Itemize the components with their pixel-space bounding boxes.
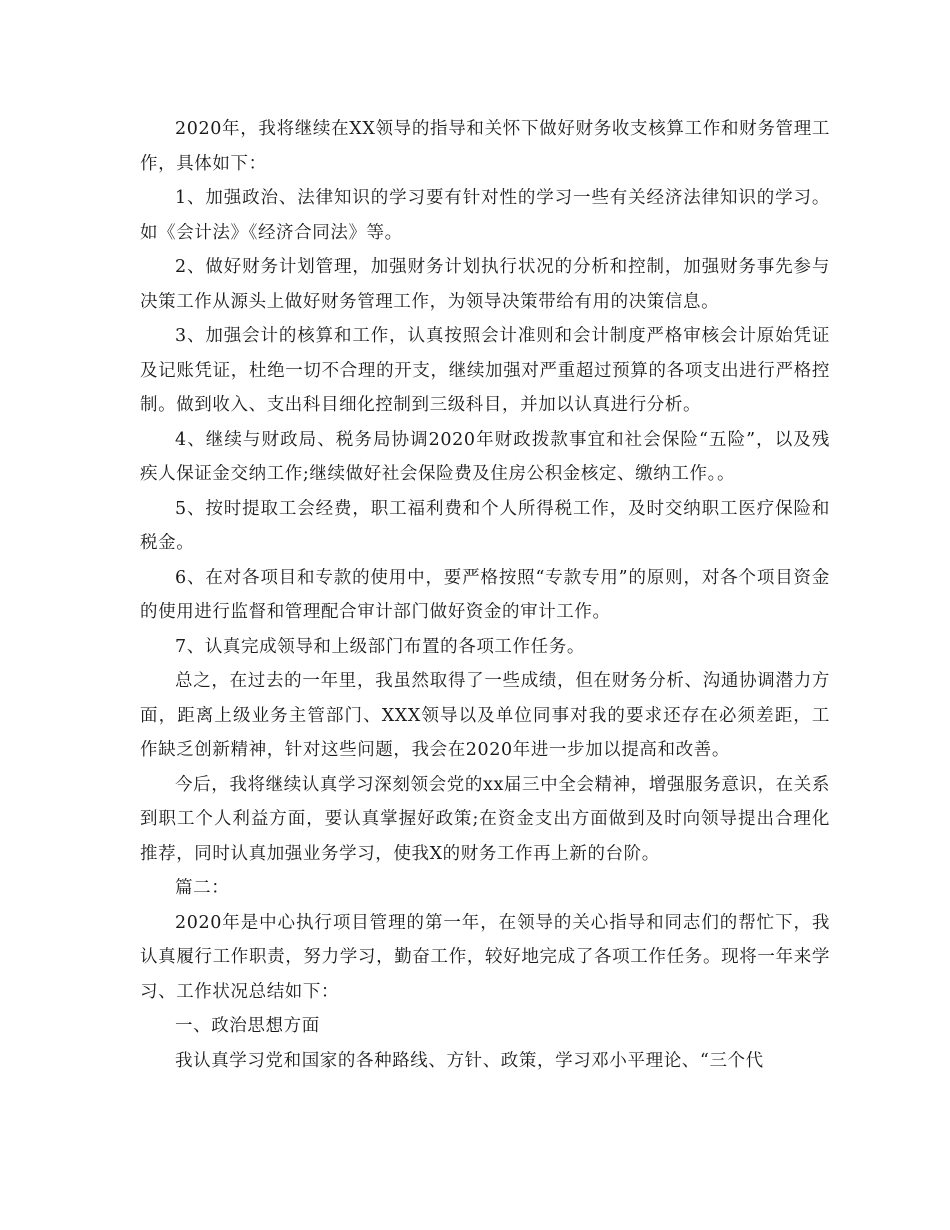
paragraph-politics: 我认真学习党和国家的各种路线、方针、政策，学习邓小平理论、“三个代: [175, 1050, 764, 1071]
paragraph-part-two-intro: 2020年是中心执行项目管理的第一年，在领导的关心指导和同志们的帮忙下，我认真履行工作职责，努力学习，勤奋工作，较好地完成了各项工作任务。现将一年来学习、工作状况总结如下：: [140, 912, 830, 1002]
paragraph-intro: 2020年，我将继续在XX领导的指导和关怀下做好财务收支核算工作和财务管理工作，具体如下：: [140, 119, 830, 174]
paragraph-item-6: 6、在对各项目和专款的使用中，要严格按照“专款专用”的原则，对各个项目资金的使用进行监督和管理配合审计部门做好资金的审计工作。: [140, 567, 830, 622]
paragraph-item-2: 2、做好财务计划管理，加强财务计划执行状况的分析和控制，加强财务事先参与决策工作从源头上做好财务管理工作，为领导决策带给有用的决策信息。: [140, 257, 830, 312]
paragraph-item-5: 5、按时提取工会经费，职工福利费和个人所得税工作，及时交纳职工医疗保险和税金。: [140, 498, 830, 553]
section-heading-politics: 一、政治思想方面: [175, 1016, 320, 1036]
paragraph-item-7: 7、认真完成领导和上级部门布置的各项工作任务。: [175, 636, 585, 657]
paragraph-item-1: 1、加强政治、法律知识的学习要有针对性的学习一些有关经济法律知识的学习。如《会计法》《经济合同法》等。: [140, 188, 830, 243]
document-body: [140, 112, 830, 1078]
section-heading-part-two: 篇二：: [175, 878, 230, 898]
paragraph-future: 今后，我将继续认真学习深刻领会党的xx届三中全会精神，增强服务意识，在关系到职工个人利益方面，要认真掌握好政策;在资金支出方面做到及时向领导提出合理化推荐，同时认真加强业务学习，使我X的财务工作再上新的台阶。: [140, 774, 830, 864]
paragraph-item-4: 4、继续与财政局、税务局协调2020年财政拨款事宜和社会保险“五险”，以及残疾人保证金交纳工作;继续做好社会保险费及住房公积金核定、缴纳工作。。: [140, 429, 830, 484]
paragraph-summary: 总之，在过去的一年里，我虽然取得了一些成绩，但在财务分析、沟通协调潜力方面，距离上级业务主管部门、XXX领导以及单位同事对我的要求还存在必须差距，工作缺乏创新精神，针对这些问题，我会在2020年进一步加以提高和改善。: [140, 671, 830, 760]
paragraph-item-3: 3、加强会计的核算和工作，认真按照会计准则和会计制度严格审核会计原始凭证及记账凭证，杜绝一切不合理的开支，继续加强对严重超过预算的各项支出进行严格控制。做到收入、支出科目细化控制到三级科目，并加以认真进行分析。: [140, 326, 830, 415]
